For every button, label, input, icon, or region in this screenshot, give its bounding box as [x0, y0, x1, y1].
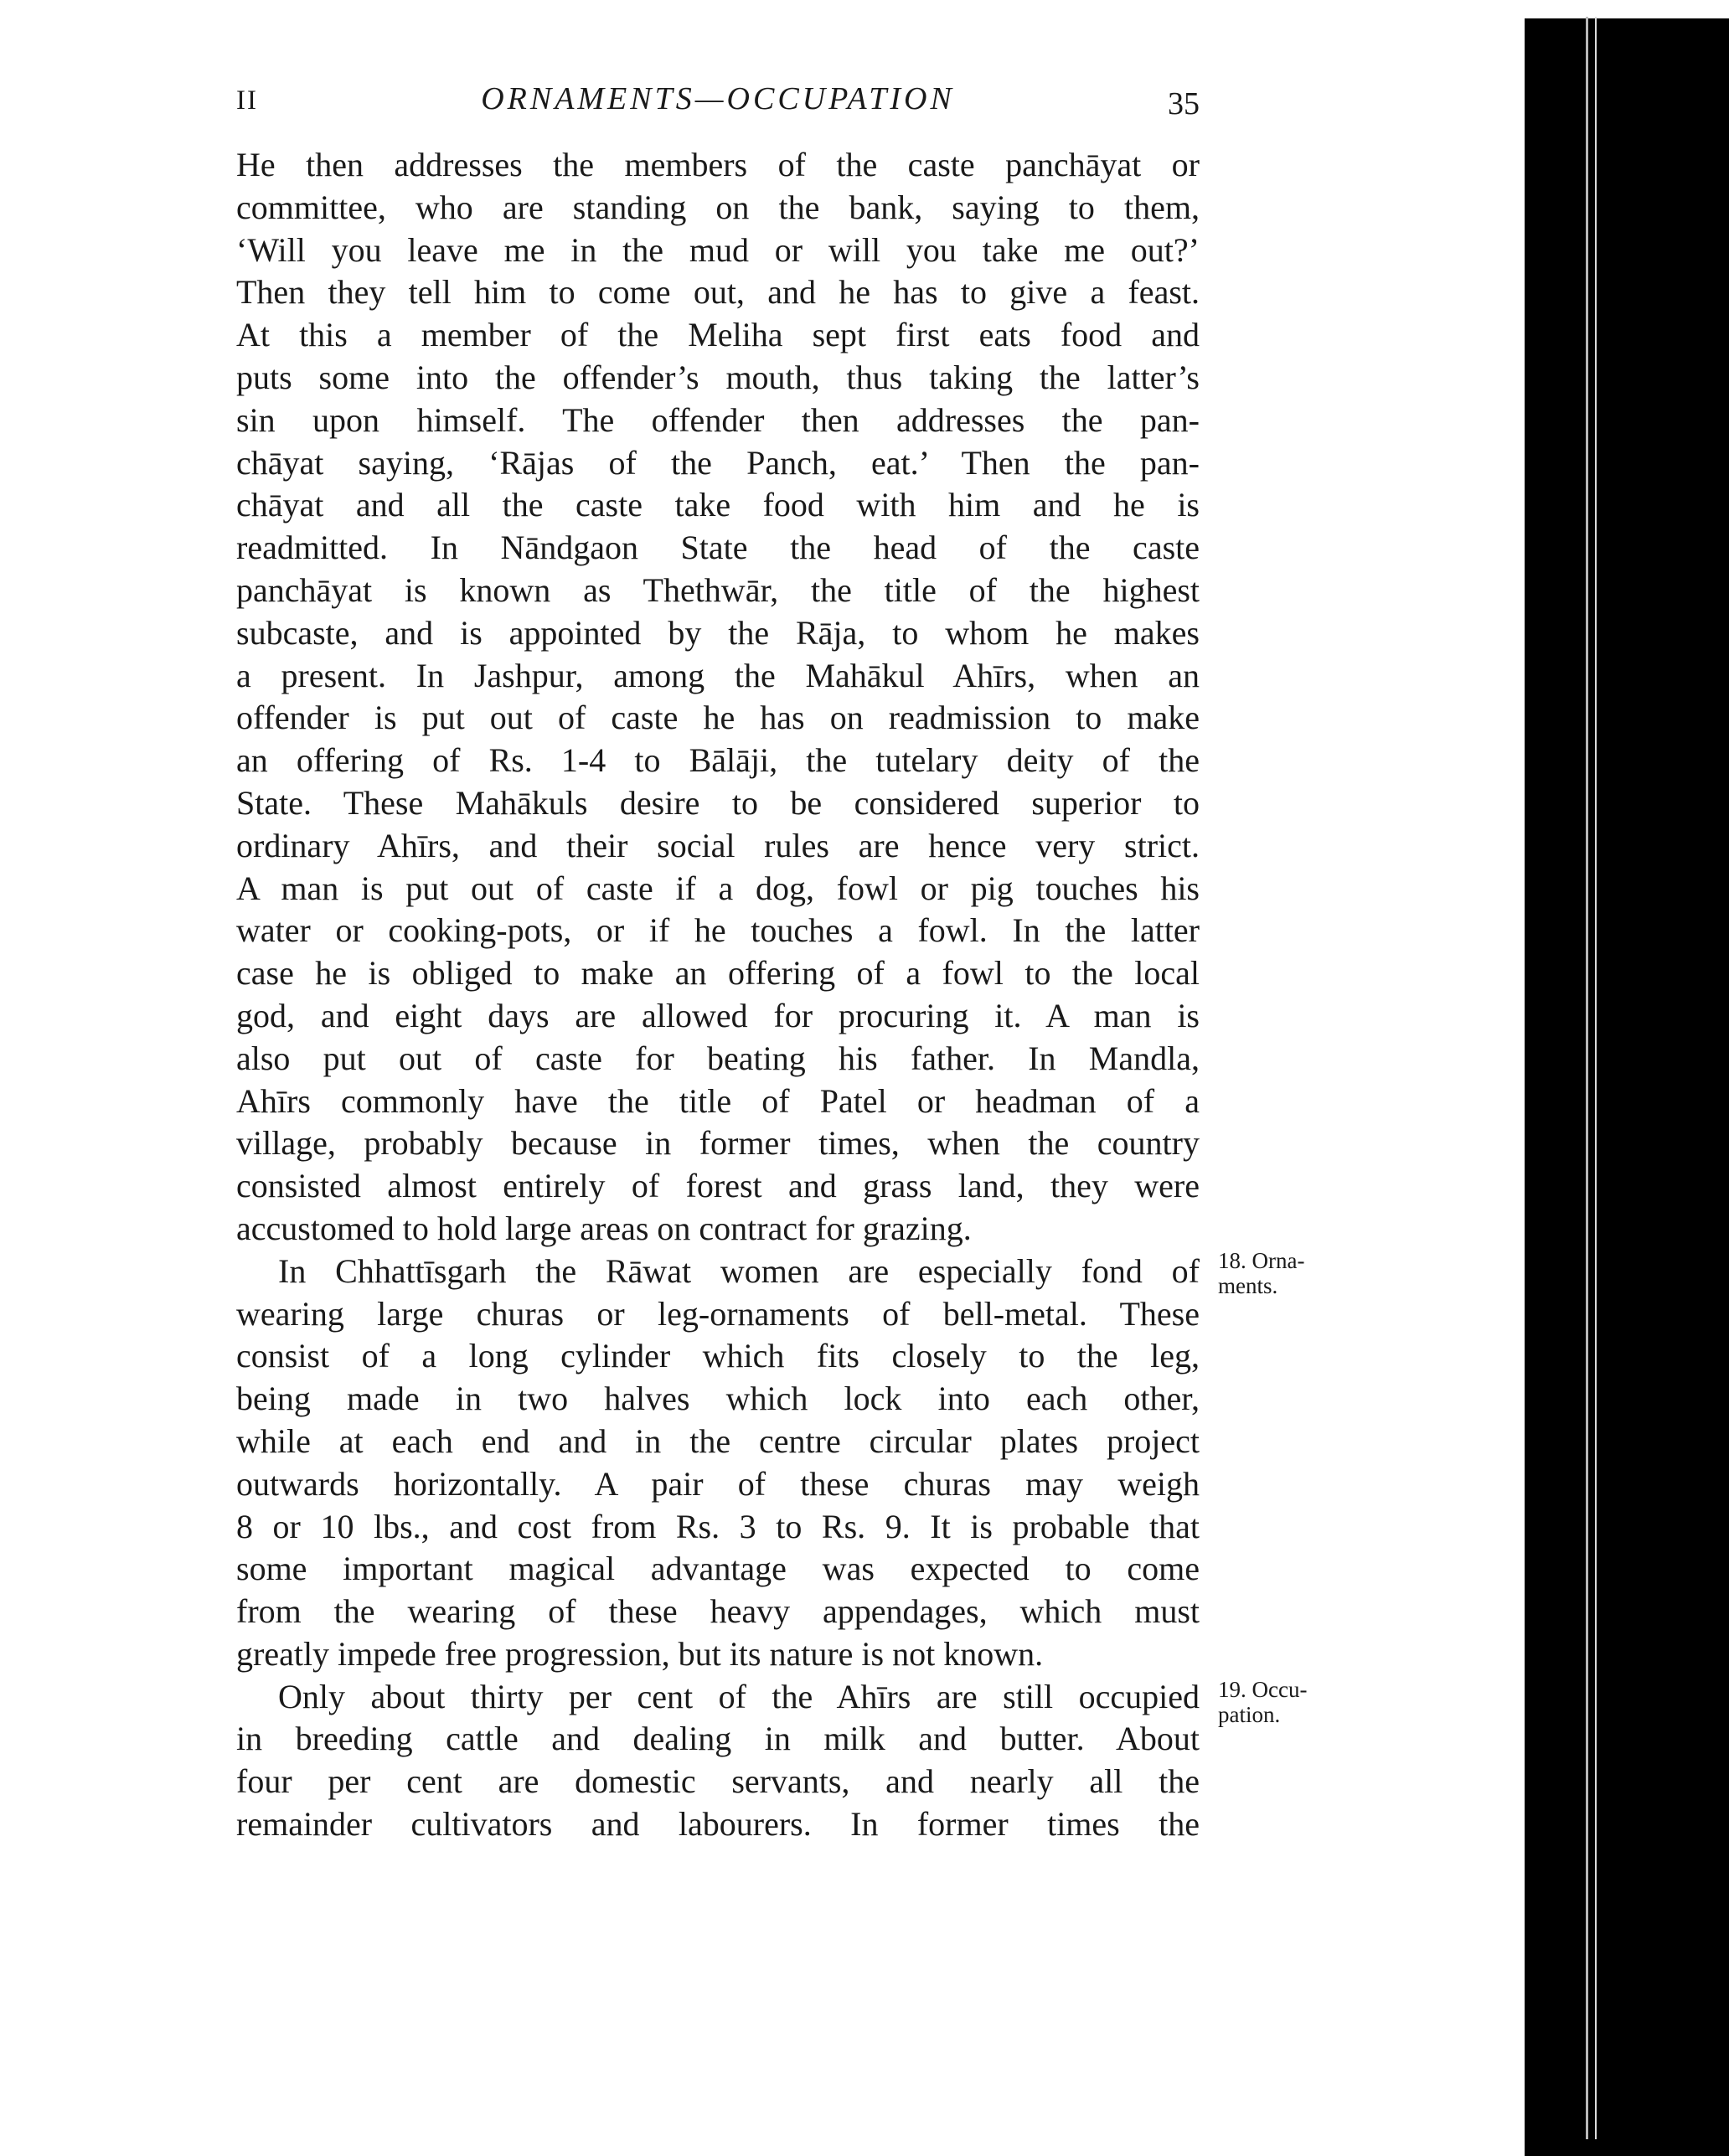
text-line: A man is put out of caste if a dog, fowl or pig touches his	[236, 869, 1200, 907]
text-line: panchāyat is known as Thethwār, the title of the highest	[236, 570, 1200, 609]
text-line: Only about thirty per cent of the Ahīrs are still occupied	[278, 1677, 1200, 1715]
margin-note-line: 18. Orna-	[1218, 1248, 1305, 1273]
text-line: in breeding cattle and dealing in milk and butter. About	[236, 1720, 1200, 1758]
text-line: greatly impede free progression, but its nature is not known.	[236, 1634, 1044, 1673]
text-line: ordinary Ahīrs, and their social rules are hence very strict.	[236, 826, 1200, 864]
text-line: committee, who are standing on the bank, saying to them,	[236, 188, 1200, 226]
text-line: Then they tell him to come out, and he has to give a feast.	[236, 273, 1200, 312]
chapter-signature: II	[236, 85, 258, 116]
scan-edge	[1525, 18, 1729, 2156]
text-line: consist of a long cylinder which fits closely to the leg,	[236, 1337, 1200, 1375]
text-line: sin upon himself. The offender then addresses the pan-	[236, 400, 1200, 439]
scan-edge-highlight-secondary	[1595, 17, 1597, 2139]
text-line: case he is obliged to make an offering of a fowl to the local	[236, 954, 1200, 993]
margin-note-line: ments.	[1218, 1273, 1278, 1298]
text-line: accustomed to hold large areas on contract for grazing.	[236, 1209, 972, 1247]
text-line: wearing large churas or leg-ornaments of bell-metal. These	[236, 1294, 1200, 1333]
running-title: ORNAMENTS—OCCUPATION	[481, 81, 955, 116]
text-line: some important magical advantage was expected to come	[236, 1550, 1200, 1588]
body-text	[236, 144, 1200, 1846]
text-line: consisted almost entirely of forest and grass land, they were	[236, 1167, 1200, 1205]
text-line: ‘Will you leave me in the mud or will you take me out?’	[236, 230, 1200, 269]
scan-edge-highlight	[1586, 17, 1588, 2139]
page-number: 35	[1168, 86, 1200, 121]
margin-note-line: 19. Occu-	[1218, 1677, 1308, 1702]
text-line: also put out of caste for beating his father. In Mandla,	[236, 1039, 1200, 1077]
text-line: He then addresses the members of the caste panchāyat or	[236, 146, 1200, 183]
text-line: from the wearing of these heavy appendages, which must	[236, 1592, 1200, 1631]
text-line: water or cooking-pots, or if he touches a fowl. In the latter	[236, 911, 1200, 950]
text-line: being made in two halves which lock into each other,	[236, 1380, 1200, 1418]
text-line: outwards horizontally. A pair of these churas may weigh	[236, 1464, 1200, 1503]
text-line: readmitted. In Nāndgaon State the head of the caste	[236, 529, 1200, 567]
margin-note-line: pation.	[1218, 1702, 1281, 1727]
text-line: State. These Mahākuls desire to be considered superior to	[236, 783, 1200, 822]
page-header	[236, 77, 1200, 127]
text-line: offender is put out of caste he has on readmission to make	[236, 699, 1200, 737]
text-line: while at each end and in the centre circular plates project	[236, 1421, 1200, 1460]
text-line: remainder cultivators and labourers. In former times the	[236, 1805, 1200, 1844]
text-line: 8 or 10 lbs., and cost from Rs. 3 to Rs. 9. It is probable that	[236, 1507, 1200, 1545]
text-line: a present. In Jashpur, among the Mahākul Ahīrs, when an	[236, 656, 1200, 694]
margin-note-ornaments	[1218, 1248, 1304, 1298]
text-line: village, probably because in former times, when the country	[236, 1124, 1200, 1163]
text-line: god, and eight days are allowed for procuring it. A man is	[236, 996, 1200, 1034]
text-line: an offering of Rs. 1-4 to Bālāji, the tutelary deity of the	[236, 741, 1200, 780]
text-line: In Chhattīsgarh the Rāwat women are especially fond of	[278, 1251, 1200, 1290]
text-line: chāyat saying, ‘Rājas of the Panch, eat.’ Then the pan-	[236, 443, 1200, 482]
margin-note-occupation	[1218, 1677, 1307, 1727]
text-line: At this a member of the Meliha sept first eats food and	[236, 316, 1200, 354]
text-line: chāyat and all the caste take food with him and he is	[236, 486, 1200, 524]
text-line: subcaste, and is appointed by the Rāja, to whom he makes	[236, 613, 1200, 652]
text-line: Ahīrs commonly have the title of Patel or headman of a	[236, 1081, 1200, 1120]
text-line: puts some into the offender’s mouth, thus taking the latter’s	[236, 358, 1200, 396]
text-line: four per cent are domestic servants, and nearly all the	[236, 1762, 1200, 1801]
